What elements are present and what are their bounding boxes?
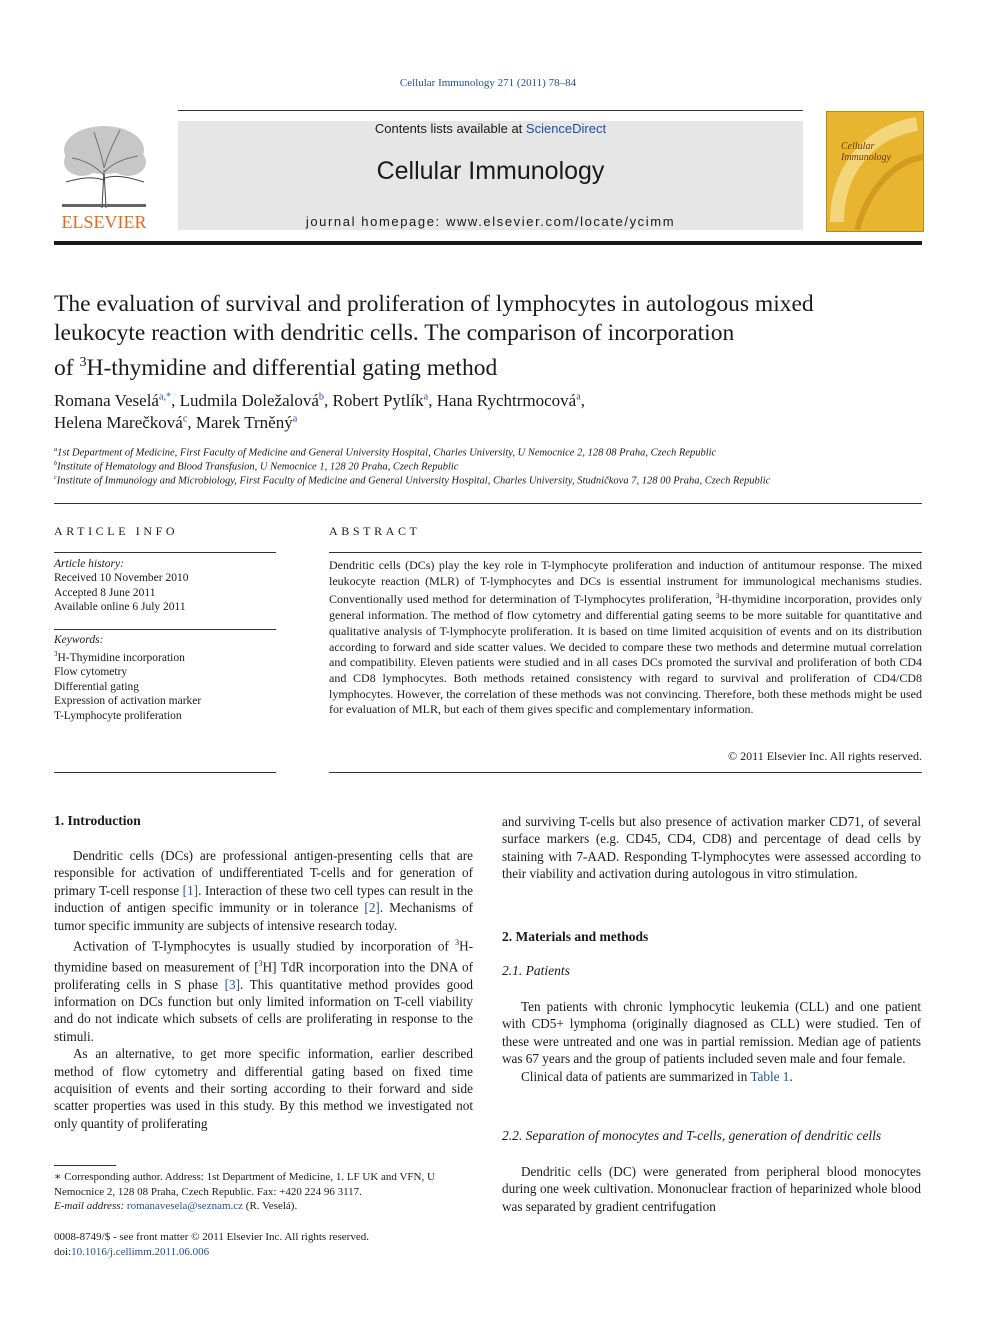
introduction-heading: 1. Introduction (54, 813, 141, 828)
title-line-1: The evaluation of survival and proliferation of lymphocytes in autologous mixed (54, 291, 814, 317)
publisher-logo-text: ELSEVIER (61, 212, 147, 232)
doi-link[interactable]: 10.1016/j.cellimm.2011.06.006 (71, 1245, 210, 1258)
affiliation-text: Institute of Hematology and Blood Transfusion, U Nemocnice 1, 128 20 Praha, Czech Republic (57, 461, 459, 473)
paragraph: Dendritic cells (DC) were generated from peripheral blood monocytes during one week cultivation. Mononuclear fraction of heparinized whole blood was separated by gradient centrifugation (502, 1164, 921, 1214)
footnote (54, 1170, 473, 1214)
history-item: Received 10 November 2010 (54, 572, 189, 584)
title-line-3-post: H-thymidine and differential gating method (86, 354, 498, 381)
email-link[interactable]: romanavesela@seznam.cz (126, 1200, 244, 1212)
author-separator: , (428, 391, 437, 410)
author-affiliation-mark[interactable]: a,* (158, 391, 172, 403)
email-label: E-mail address: (54, 1200, 127, 1212)
title-line-3-pre: of (54, 354, 80, 381)
body-column-right-top (502, 813, 921, 883)
reference-link[interactable]: [3] (224, 976, 240, 992)
author-name[interactable]: Romana Veselá (54, 391, 159, 410)
author-separator: , (324, 391, 333, 410)
text-run: H] TdR incorporation into the DNA of proliferating cells in S phase (54, 959, 473, 992)
author-name[interactable]: Hana Rychtrmocová (436, 391, 577, 410)
abstract-part-2: H-thymidine incorporation, provides only general information. The method of flow cytometry and differential gating seems to be more suitable for quantitative and qualitative analysis of T-lymphocyte proliferation. It is based on time limited acquisition of events and on its distribution according to forward and side scatter values. We decided to compare these two methods and determine mutual correlation and compatibility. Eleven patients were studied and in all cases DCs promoted the survival and proliferation of both CD4 and CD8 lymphocytes. Both methods retained consistency with regard to survival and proliferation of CD4/CD8 lymphocytes. However, the correlation of these methods was not convincing. Therefore, both these methods might be used for evaluation of MLR, but each of them gives specific and complementary information. (329, 592, 922, 717)
abstract-bottom-rule (329, 772, 922, 773)
keyword-superscript: 3 (54, 651, 58, 658)
abstract-copyright: © 2011 Elsevier Inc. All rights reserved. (728, 749, 922, 763)
author-name[interactable]: Helena Marečková (54, 413, 183, 432)
body-column-left (54, 847, 473, 1132)
abstract-heading: ABSTRACT (329, 524, 421, 538)
author-list-line-1 (54, 391, 585, 411)
affiliation-key: a (54, 446, 58, 453)
affiliation-key: b (54, 460, 58, 467)
title-line-3 (54, 348, 934, 383)
keywords-rule (54, 629, 276, 630)
cover-swirl-icon (827, 112, 923, 231)
separation-text (502, 1163, 921, 1215)
keyword-item: T-Lymphocyte proliferation (54, 709, 182, 722)
text-run: Dendritic cells (DCs) are professional antigen-presenting cells that are responsible for activation of undifferentiated T-cells and for generation of primary T-cell response (54, 848, 473, 898)
header-rule (178, 110, 803, 111)
title-superscript: 3 (79, 354, 87, 370)
text-run: Activation of T-lymphocytes is usually studied by incorporation of (73, 938, 456, 954)
cover-title-line-2: Immunology (841, 152, 891, 163)
paragraph: Ten patients with chronic lymphocytic leukemia (CLL) and one patient with CD5+ lymphoma (originally diagnosed as CLL) were studied. Ten of these were untreated and one was in partial remission. Median age of patients was 67 years and the group of patients included seven male and four female. (502, 999, 921, 1067)
text-run: Clinical data of patients are summarized in (521, 1068, 751, 1084)
superscript: 3 (455, 938, 460, 948)
author-separator: , (580, 391, 585, 410)
journal-cover[interactable] (826, 111, 924, 232)
history-item: Available online 6 July 2011 (54, 601, 186, 613)
table-link[interactable]: Table 1 (750, 1068, 790, 1084)
affiliation-a (54, 446, 716, 459)
paragraph (54, 847, 473, 934)
author-separator: , (187, 413, 196, 432)
footnote-rule (54, 1165, 116, 1166)
text-run: H-thymidine based on measurement of [ (54, 938, 473, 975)
author-separator: , (171, 391, 180, 410)
text-run: . (789, 1068, 793, 1084)
abstract-superscript: 3 (715, 592, 720, 601)
author-name[interactable]: Robert Pytlík (332, 391, 424, 410)
affiliation-b (54, 460, 458, 473)
article-info-heading: ARTICLE INFO (54, 524, 179, 538)
keyword-text: H-Thymidine incorporation (57, 651, 185, 664)
text-run: . This quantitative method provides good information on DCs function but only limited information on T-cell viability and do not indicate which subsets of cells are proliferating in response to the stimuli. (54, 976, 474, 1044)
patients-heading: 2.1. Patients (502, 963, 570, 978)
patients-text (502, 998, 921, 1085)
journal-homepage[interactable]: journal homepage: www.elsevier.com/locate/ycimm (305, 214, 676, 229)
author-affiliation-mark[interactable]: a (292, 413, 298, 425)
affiliation-c (54, 474, 770, 487)
separation-heading: 2.2. Separation of monocytes and T-cells, generation of dendritic cells (502, 1128, 882, 1143)
contents-line (178, 121, 803, 136)
paragraph: As an alternative, to get more specific information, earlier described method of flow cytometry and differential gating based on fixed time acquisition of events and their sorting according to their forward and side scatter properties was used in this study. By this method we investigated not only quantity of proliferating (54, 1046, 473, 1131)
reference-link[interactable]: [1] (182, 882, 199, 898)
article-info-bottom-rule (54, 772, 276, 773)
issn-line: 0008-8749/$ - see front matter © 2011 Elsevier Inc. All rights reserved. (54, 1231, 369, 1243)
tree-icon (54, 120, 154, 210)
abstract-text (329, 558, 922, 718)
doi-line (54, 1245, 369, 1260)
keyword-item: Flow cytometry (54, 666, 128, 679)
section-rule (54, 503, 922, 504)
cover-title-line-1: Cellular (841, 141, 875, 152)
author-name[interactable]: Marek Trněný (195, 413, 293, 432)
author-name[interactable]: Ludmila Doležalová (179, 391, 319, 410)
text-run: . Mechanisms of tumor specific immunity are subjects of intensive research today. (54, 900, 473, 933)
author-list-line-2 (54, 413, 297, 433)
author-affiliation-mark[interactable]: a (576, 391, 581, 403)
history-list (54, 571, 188, 615)
keyword-item: Differential gating (54, 680, 140, 693)
article-title (54, 290, 934, 383)
keywords-label: Keywords: (54, 634, 104, 646)
article-info-rule (54, 552, 276, 553)
author-affiliation-mark[interactable]: c (182, 413, 188, 425)
affiliation-text: 1st Department of Medicine, First Faculty of Medicine and General University Hospital, Charles University, U Nemocnice 2, 128 08 Praha, Czech Republic (57, 447, 717, 459)
header-thick-rule (54, 241, 922, 245)
abstract-part-1: Dendritic cells (DCs) play the key role in T-lymphocyte proliferation and induction of antitumour response. The mixed leukocyte reaction (MLR) of T-lymphocytes and DCs is essential instrument for immunological mechanisms studies. Conventionally used method for determination of T-lymphocytes proliferation, (329, 558, 922, 607)
title-line-2: leukocyte reaction with dendritic cells. The comparison of incorporation (54, 320, 735, 346)
journal-name: Cellular Immunology (376, 157, 605, 185)
email-line (54, 1199, 473, 1214)
page-footer (54, 1230, 369, 1259)
contents-prefix: Contents lists available at (374, 121, 526, 136)
author-affiliation-mark[interactable]: b (318, 391, 324, 403)
email-suffix: (R. Veselá). (243, 1200, 298, 1212)
journal-header-box (178, 121, 803, 230)
corresponding-author-note: ∗ Corresponding author. Address: 1st Department of Medicine, 1. LF UK and VFN, U Nemocnice 2, 128 08 Praha, Czech Republic. Fax: +420 224 96 3117. (54, 1171, 435, 1198)
sciencedirect-link[interactable]: ScienceDirect (525, 121, 607, 136)
journal-citation[interactable]: Cellular Immunology 271 (2011) 78–84 (399, 77, 577, 89)
reference-link[interactable]: [2] (364, 900, 380, 916)
paragraph: and surviving T-cells but also presence of activation marker CD71, of several surface markers (e.g. CD45, CD4, CD8) and percentage of dead cells by staining with 7-AAD. Responding T-lymphocytes were assessed according to their viability and activation during autologous in vitro stimulation. (502, 814, 921, 882)
affiliation-key: c (54, 474, 57, 481)
history-item: Accepted 8 June 2011 (54, 586, 156, 599)
affiliation-text: Institute of Immunology and Microbiology, First Faculty of Medicine and General University Hospital, Charles University, Studničkova 7, 128 00 Praha, Czech Republic (56, 475, 771, 487)
keyword-item (54, 648, 201, 665)
paragraph (54, 934, 473, 1045)
doi-label: doi: (54, 1245, 72, 1258)
author-affiliation-mark[interactable]: a (423, 391, 429, 403)
paragraph (502, 1068, 921, 1085)
elsevier-logo[interactable] (54, 120, 154, 232)
keywords-list (54, 648, 201, 723)
keyword-item: Expression of activation marker (54, 695, 202, 708)
history-label: Article history: (54, 558, 124, 570)
superscript: 3 (258, 958, 263, 968)
abstract-rule (329, 552, 922, 553)
materials-methods-heading: 2. Materials and methods (502, 929, 649, 944)
text-run: . Interaction of these two cell types can result in the induction of antigen specific immunity or in tolerance (54, 882, 473, 916)
cover-title (841, 141, 891, 163)
